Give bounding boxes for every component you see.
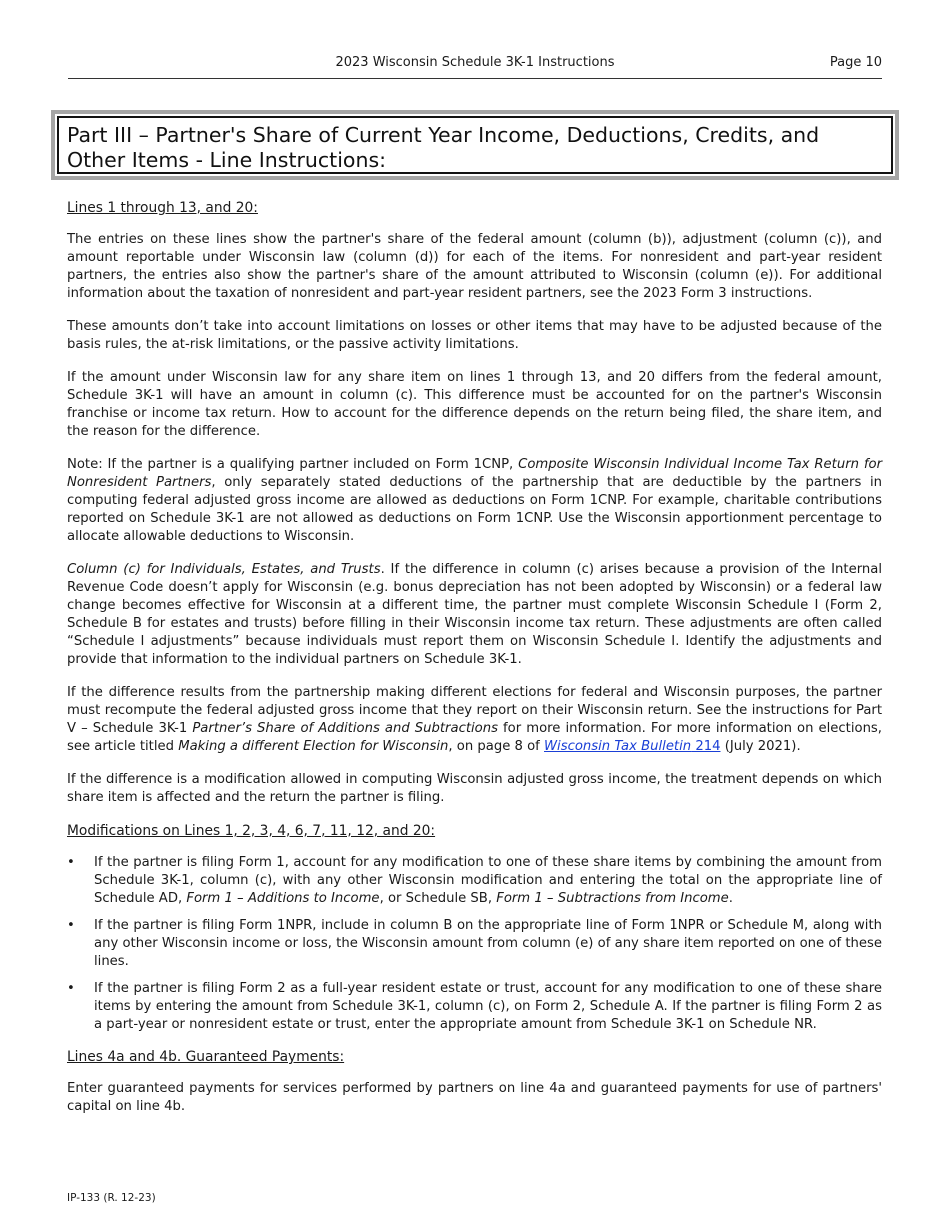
page-number: Page 10 bbox=[829, 55, 882, 70]
paragraph-elections: If the difference results from the partnership making different elections for federal and Wisconsin purposes, the partner must recompute the federal adjusted gross income that they report on their Wisconsin return. See the instructions for Part V – Schedule 3K-1 Partner’s Share of Additions and Subtractions for more information. For more information on elections, see article titled Making a different Election for Wisconsin, on page 8 of Wisconsin Tax Bulletin 214 (July 2021). bbox=[67, 685, 882, 754]
paragraph-limitations: These amounts don’t take into account limitations on losses or other items that may have to be adjusted because of the basis rules, the at-risk limitations, or the passive activity limitations. bbox=[67, 319, 882, 352]
bullet-icon: • bbox=[67, 981, 75, 996]
heading-guaranteed-payments: Lines 4a and 4b. Guaranteed Payments: bbox=[67, 1049, 345, 1065]
form-code: IP-133 (R. 12-23) bbox=[67, 1192, 156, 1204]
heading-modifications: Modifications on Lines 1, 2, 3, 4, 6, 7, 11, 12, and 20: bbox=[67, 823, 436, 839]
paragraph-guaranteed: Enter guaranteed payments for services performed by partners on line 4a and guaranteed payments for use of partners' capital on line 4b. bbox=[67, 1081, 882, 1114]
list-item: • If the partner is filing Form 1, account for any modification to one of these share items by combining the amount from Schedule 3K-1, column (c), with any other Wisconsin modification and entering the total on the appropriate line of Schedule AD, Form 1 – Additions to Income, or Schedule SB, Form 1 – Subtractions from Income. bbox=[67, 855, 882, 906]
paragraph-entries: The entries on these lines show the partner's share of the federal amount (column (b)), adjustment (column (c)), and amount reportable under Wisconsin law (column (d)) for each of the items. For nonresident and part-year resident partners, the entries also show the partner's share of the amount attributed to Wisconsin (column (e)). For additional information about the taxation of nonresident and part-year resident partners, see the 2023 Form 3 instructions. bbox=[67, 232, 882, 301]
bullet-icon: • bbox=[67, 855, 75, 870]
modifications-list bbox=[67, 854, 882, 1034]
tax-bulletin-link[interactable]: Wisconsin Tax Bulletin 214 bbox=[544, 739, 721, 754]
section-title-box bbox=[51, 110, 899, 180]
document-title: 2023 Wisconsin Schedule 3K-1 Instructions bbox=[335, 55, 615, 70]
list-item: • If the partner is filing Form 2 as a full-year resident estate or trust, account for any modification to one of these share items by entering the amount from Schedule 3K-1, column (c), on Form 2, Schedule A. If the partner is filing Form 2 as a part-year or nonresident estate or trust, enter the appropriate amount from Schedule 3K-1 on Schedule NR. bbox=[67, 981, 882, 1032]
paragraph-modification: If the difference is a modification allowed in computing Wisconsin adjusted gross income, the treatment depends on which share item is affected and the return the partner is filing. bbox=[67, 772, 882, 805]
list-item: • If the partner is filing Form 1NPR, include in column B on the appropriate line of Form 1NPR or Schedule M, along with any other Wisconsin income or loss, the Wisconsin amount from column (e) of any share item reported on one of these lines. bbox=[67, 918, 882, 969]
paragraph-difference: If the amount under Wisconsin law for any share item on lines 1 through 13, and 20 differs from the federal amount, Schedule 3K-1 will have an amount in column (c). This difference must be accounted for on the partner's Wisconsin franchise or income tax return. How to account for the difference depends on the return being filed, the share item, and the reason for the difference. bbox=[67, 370, 882, 439]
page-header bbox=[68, 54, 882, 79]
paragraph-note: Note: If the partner is a qualifying partner included on Form 1CNP, Composite Wisconsin Individual Income Tax Return for Nonresident Partners, only separately stated deductions of the partnership that are deductible by the partners in computing federal adjusted gross income are allowed as deductions on Form 1CNP. For example, charitable contributions reported on Schedule 3K-1 are not allowed as deductions on Form 1CNP. Use the Wisconsin apportionment percentage to allocate allowable deductions to Wisconsin. bbox=[67, 457, 882, 544]
section-title: Part III – Partner's Share of Current Year Income, Deductions, Credits, and Other Items - Line Instructions: bbox=[59, 118, 891, 172]
paragraph-column-c: Column (c) for Individuals, Estates, and Trusts. If the difference in column (c) arises because a provision of the Internal Revenue Code doesn’t apply for Wisconsin (e.g. bonus depreciation has not been adopted by Wisconsin) or a federal law change becomes effective for Wisconsin at a different time, the partner must complete Wisconsin Schedule I (Form 2, Schedule B for estates and trusts) before filling in their Wisconsin income tax return. These adjustments are often called “Schedule I adjustments” because individuals must report them on Wisconsin Schedule I. Identify the adjustments and provide that information to the individual partners on Schedule 3K-1. bbox=[67, 562, 882, 667]
bullet-icon: • bbox=[67, 918, 75, 933]
page-content bbox=[67, 199, 882, 1131]
heading-lines-1-13: Lines 1 through 13, and 20: bbox=[67, 200, 258, 216]
